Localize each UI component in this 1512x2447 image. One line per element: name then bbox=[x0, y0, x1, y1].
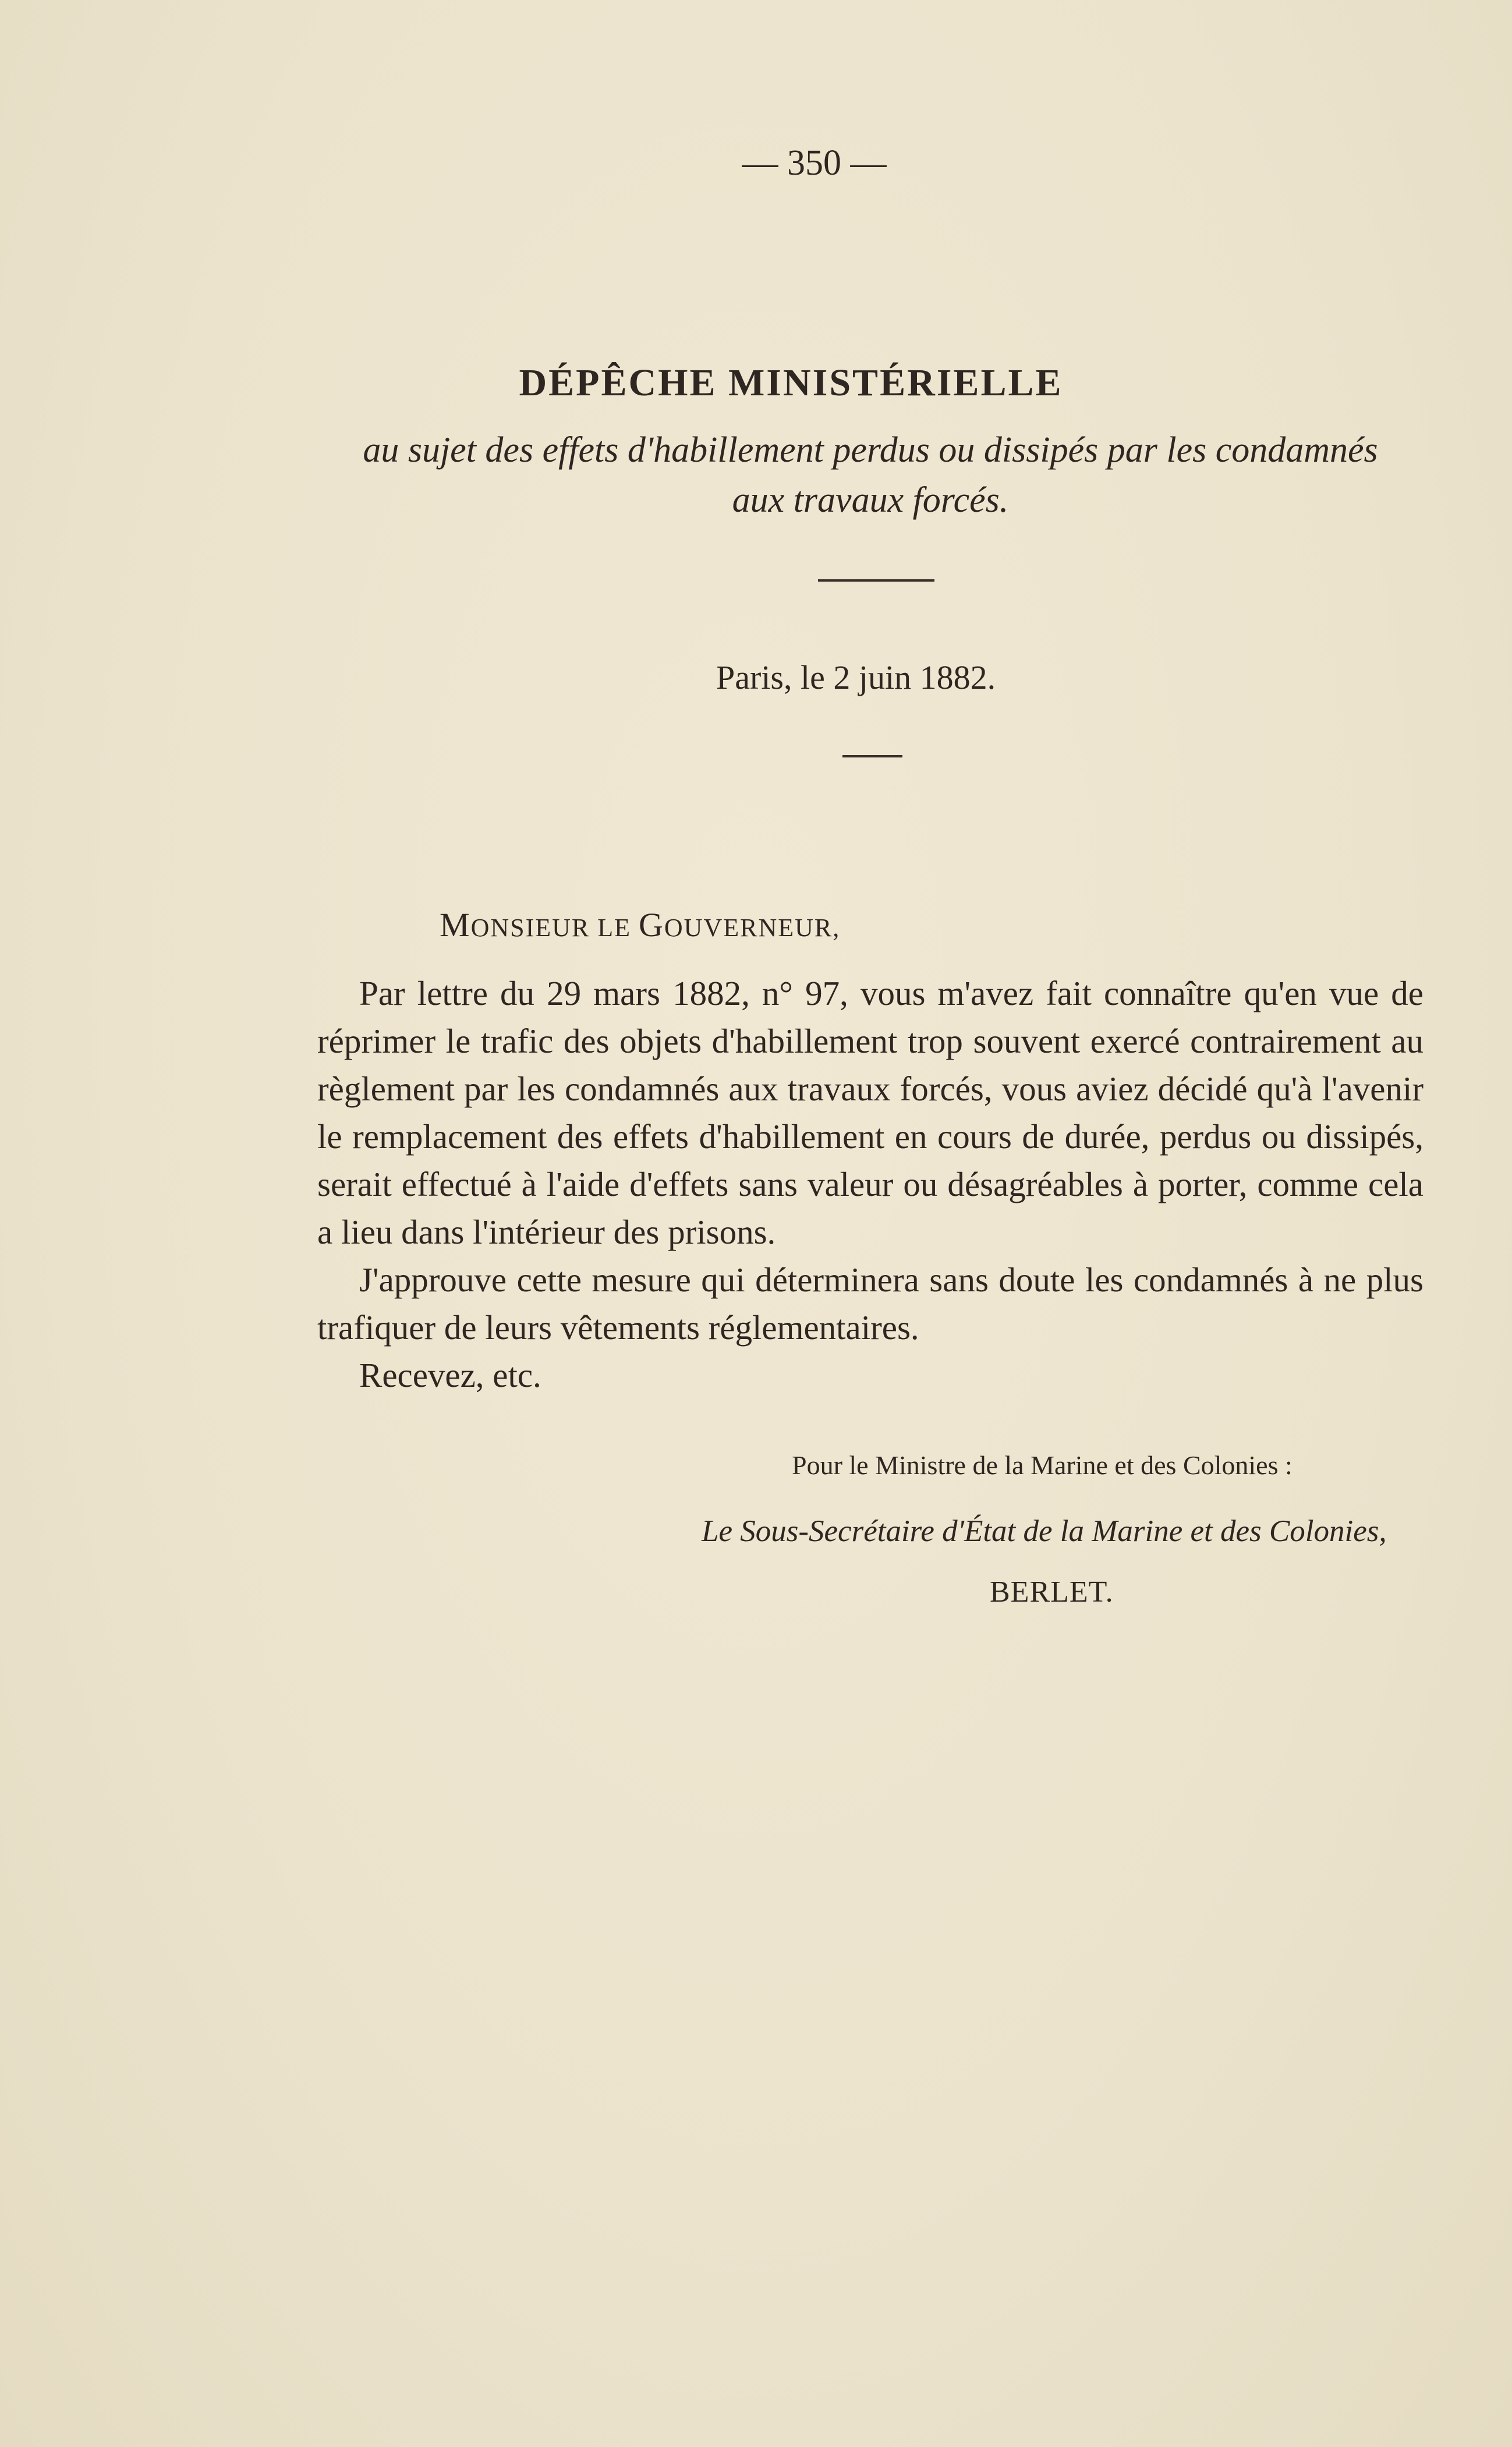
document-title: DÉPÊCHE MINISTÉRIELLE bbox=[519, 362, 1063, 404]
signature-on-behalf: Pour le Ministre de la Marine et des Colonies : bbox=[792, 1450, 1293, 1480]
body-paragraph: J'approuve cette mesure qui déterminera sans doute les condamnés à ne plus trafiquer de leurs vêtements réglementaires. bbox=[317, 1260, 1424, 1347]
salutation-rest-1: ONSIEUR LE bbox=[470, 913, 639, 942]
signature-name: BERLET. bbox=[990, 1575, 1114, 1609]
body-paragraph: Par lettre du 29 mars 1882, n° 97, vous m'avez fait connaître qu'en vue de réprimer le trafic des objets d'habillement trop souvent exercé contrairement au règlement par les condamnés aux travaux forcés, vous aviez décidé qu'à l'avenir le remplacement des effets d'habillement en cours de durée, perdus ou dissipés, serait effectué à l'aide d'effets sans valeur ou désagréables à porter, comme cela a lieu dans l'intérieur des prisons. bbox=[317, 974, 1424, 1251]
dateline: Paris, le 2 juin 1882. bbox=[716, 658, 996, 696]
page-number: — 350 — bbox=[742, 143, 887, 183]
letter-body bbox=[317, 969, 1424, 1399]
salutation bbox=[440, 905, 840, 944]
document-subtitle: au sujet des effets d'habillement perdus ou dissipés par les condamnés aux travaux forcés. bbox=[363, 430, 1378, 520]
salutation-initial-2: G bbox=[639, 906, 664, 944]
body-paragraph: Recevez, etc. bbox=[359, 1356, 541, 1394]
title-divider bbox=[818, 579, 934, 582]
salutation-initial-1: M bbox=[440, 906, 471, 944]
date-divider bbox=[842, 755, 902, 757]
signature-title: Le Sous-Secrétaire d'État de la Marine et des Colonies, bbox=[702, 1514, 1387, 1548]
salutation-rest-2: OUVERNEUR, bbox=[664, 913, 841, 942]
